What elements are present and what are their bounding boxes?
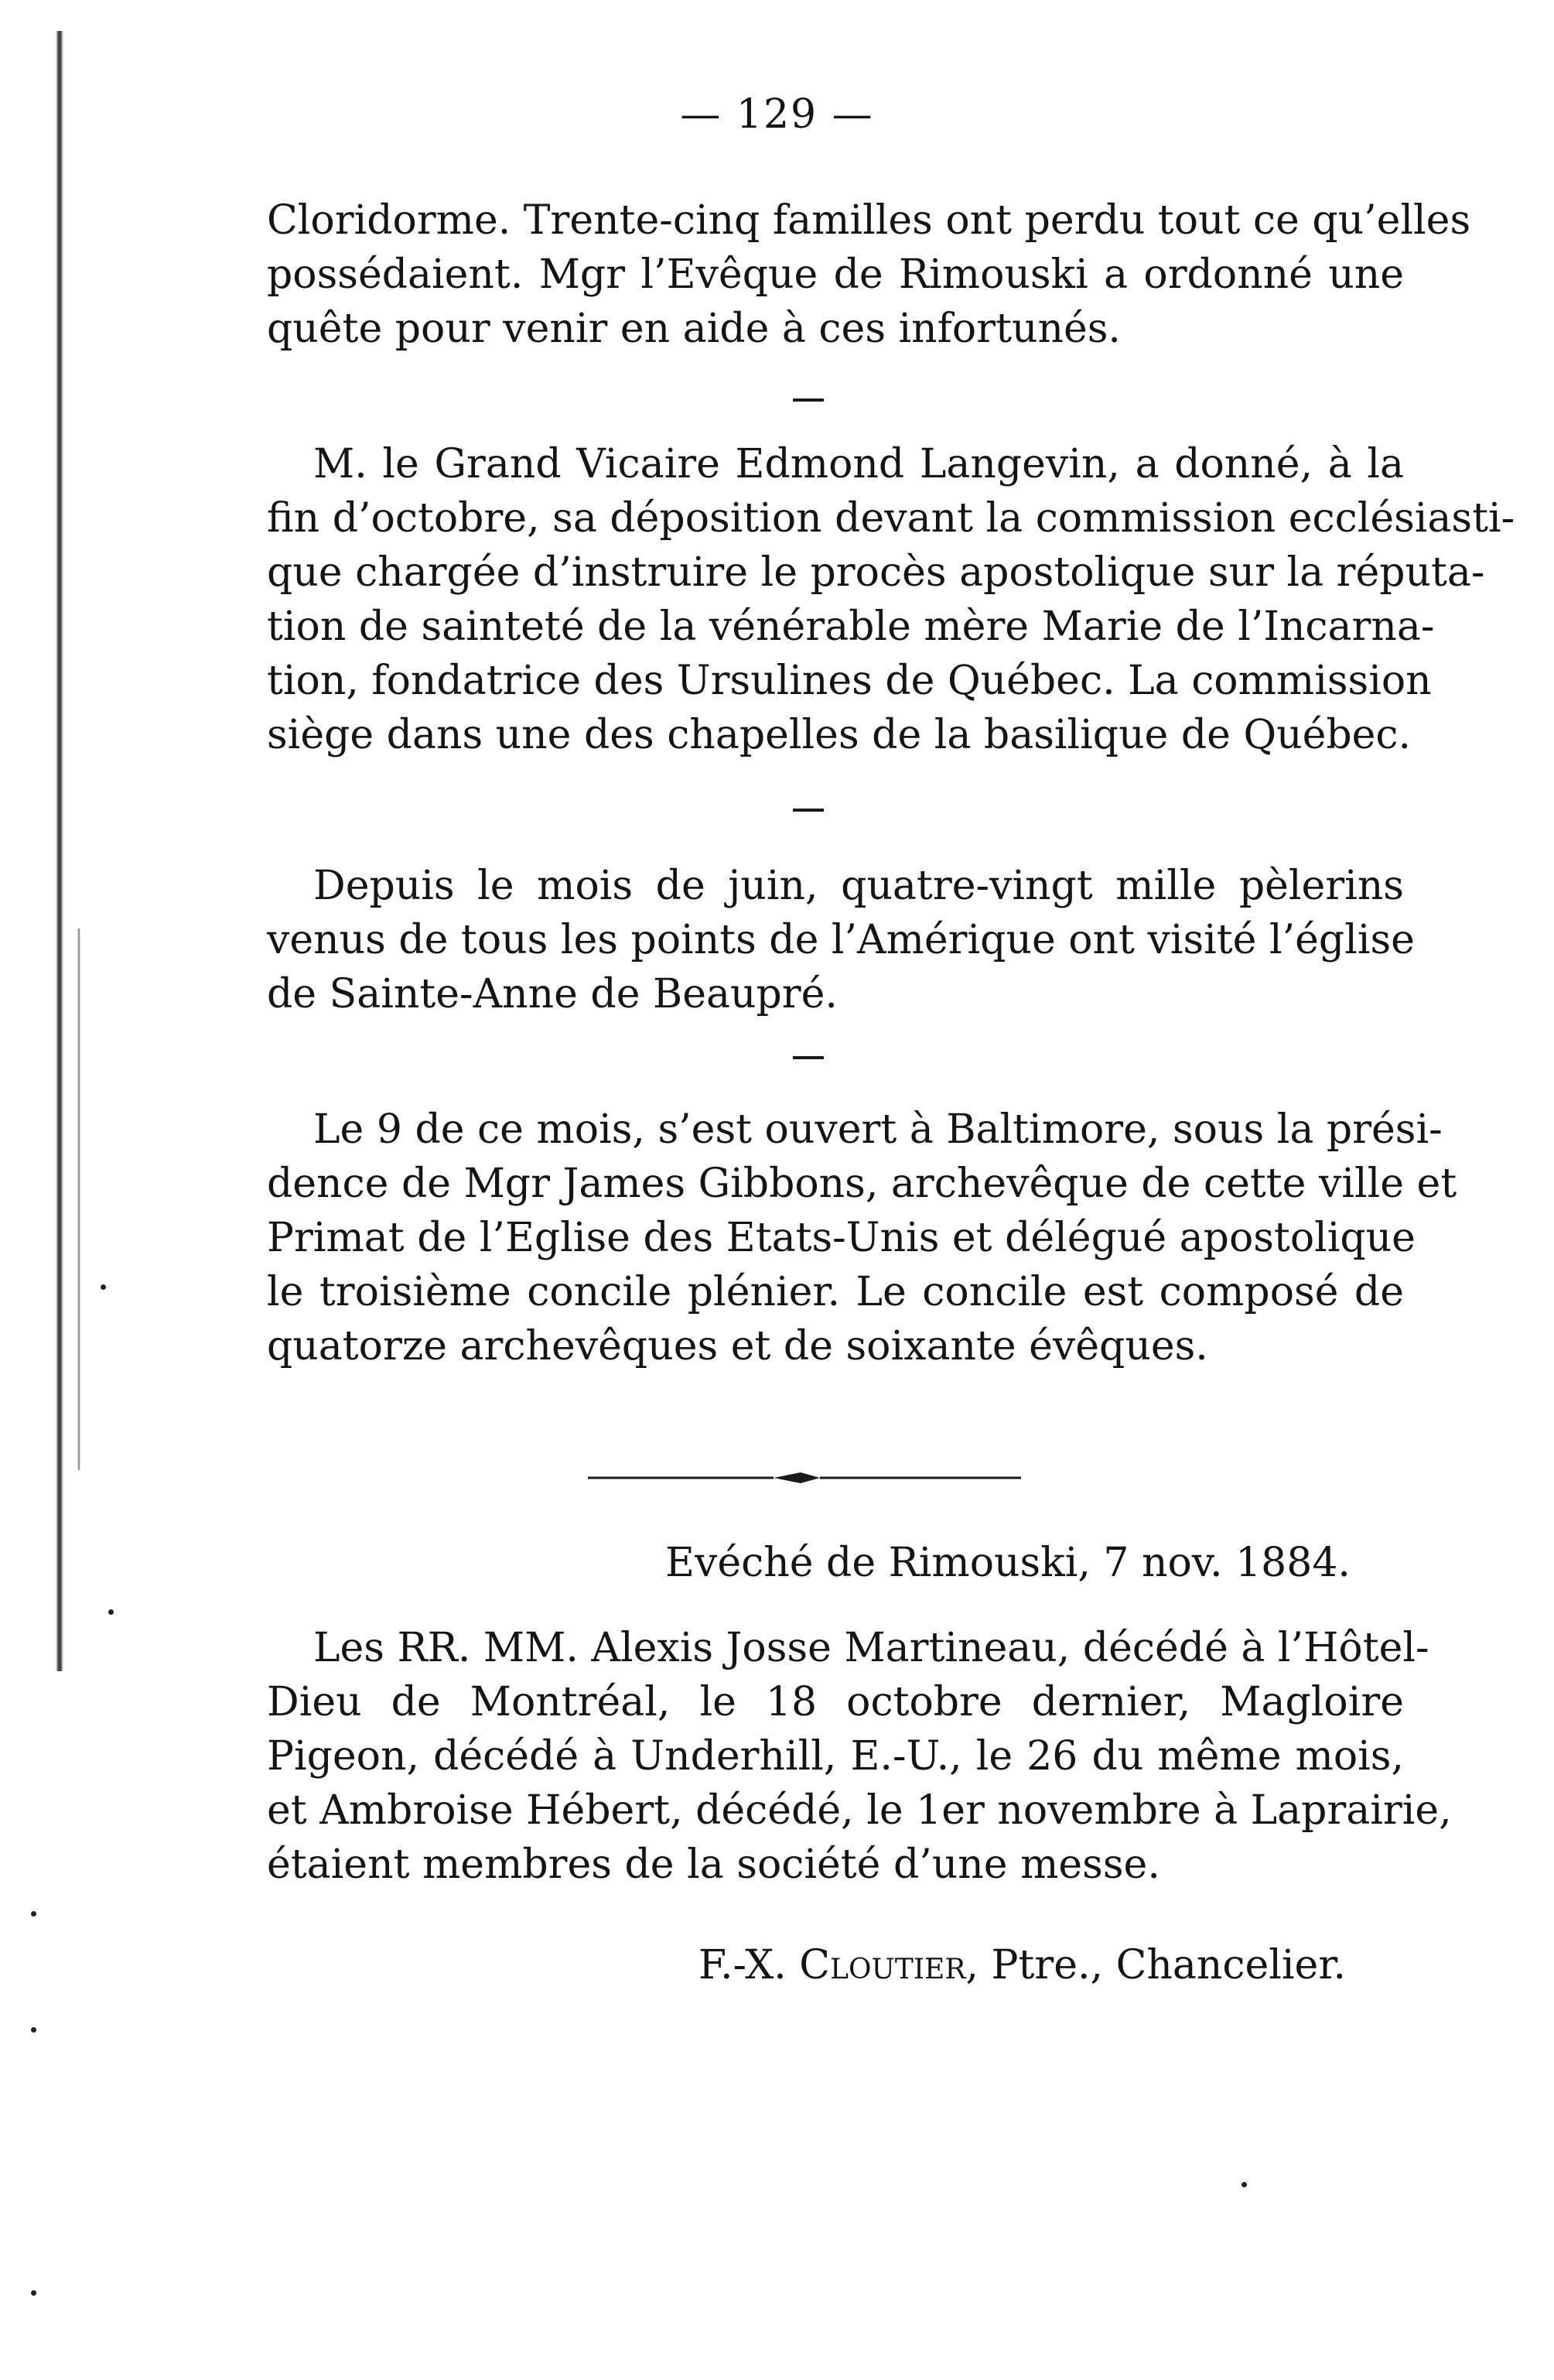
text-line: Depuis le mois de juin, quatre-vingt mille pèlerins: [313, 863, 1404, 909]
paragraph-pelerins: [267, 859, 1415, 1021]
page-number: — 129 —: [680, 91, 874, 138]
margin-speck: [101, 1284, 106, 1290]
margin-speck: [31, 1911, 36, 1917]
paragraph-langevin: [267, 437, 1515, 762]
text-line: étaient membres de la société d’une messe.: [267, 1841, 1160, 1888]
binding-edge: [56, 31, 63, 1671]
signature-initials: F.-X.: [698, 1942, 787, 1988]
margin-speck: [108, 1609, 114, 1615]
text-line: le troisième concile plénier. Le concile est composé de: [267, 1269, 1404, 1315]
text-line: M. le Grand Vicaire Edmond Langevin, a donné, à la: [313, 441, 1404, 487]
text-line: Pigeon, décédé à Underhill, E.-U., le 26 du même mois,: [267, 1733, 1404, 1780]
text-line: tion, fondatrice des Ursulines de Québec. La commission: [267, 658, 1432, 704]
paragraph-cloridorme: [267, 193, 1471, 356]
signature-line: [665, 1938, 1346, 1992]
text-line: venus de tous les points de l’Amérique ont visité l’église: [267, 917, 1415, 963]
text-line: de Sainte-Anne de Beaupré.: [267, 971, 838, 1017]
text-line: Primat de l’Eglise des Etats-Unis et délégué apostolique: [267, 1215, 1416, 1261]
text-line: que chargée d’instruire le procès apostolique sur la réputa-: [267, 549, 1485, 596]
ornamental-rule: [588, 1466, 1021, 1489]
text-line: quête pour venir en aide à ces infortunés.: [267, 306, 1121, 352]
signature-title: , Ptre., Chancelier.: [965, 1942, 1346, 1988]
text-line: Le 9 de ce mois, s’est ouvert à Baltimore, sous la prési-: [313, 1106, 1443, 1153]
section-dash: [793, 398, 824, 402]
text-line: siège dans une des chapelles de la basilique de Québec.: [267, 712, 1412, 758]
text-line: dence de Mgr James Gibbons, archevêque de cette ville et: [267, 1161, 1457, 1207]
margin-speck: [31, 2290, 36, 2296]
binding-edge-shadow: [77, 928, 80, 1470]
text-line: quatorze archevêques et de soixante évêques.: [267, 1323, 1208, 1370]
text-line: et Ambroise Hébert, décédé, le 1er novembre à Laprairie,: [267, 1787, 1452, 1834]
place-date: Evéché de Rimouski, 7 nov. 1884.: [665, 1540, 1351, 1586]
margin-speck: [1241, 2182, 1247, 2187]
text-line: Les RR. MM. Alexis Josse Martineau, décédé à l’Hôtel-: [313, 1625, 1429, 1671]
text-line: tion de sainteté de la vénérable mère Marie de l’Incarna-: [267, 604, 1435, 650]
text-line: possédaient. Mgr l’Evêque de Rimouski a ordonné une: [267, 251, 1404, 298]
paragraph-concile: [267, 1103, 1457, 1373]
section-dash: [793, 809, 824, 812]
section-dash: [793, 1056, 824, 1059]
text-line: Cloridorme. Trente-cinq familles ont perdu tout ce qu’elles: [267, 197, 1471, 244]
signature-name: Cloutier: [799, 1942, 966, 1988]
text-line: Dieu de Montréal, le 18 octobre dernier, Magloire: [267, 1679, 1404, 1725]
text-line: fin d’octobre, sa déposition devant la commission ecclésiasti-: [267, 495, 1515, 542]
margin-speck: [31, 2027, 36, 2033]
paragraph-deces: [267, 1621, 1452, 1892]
